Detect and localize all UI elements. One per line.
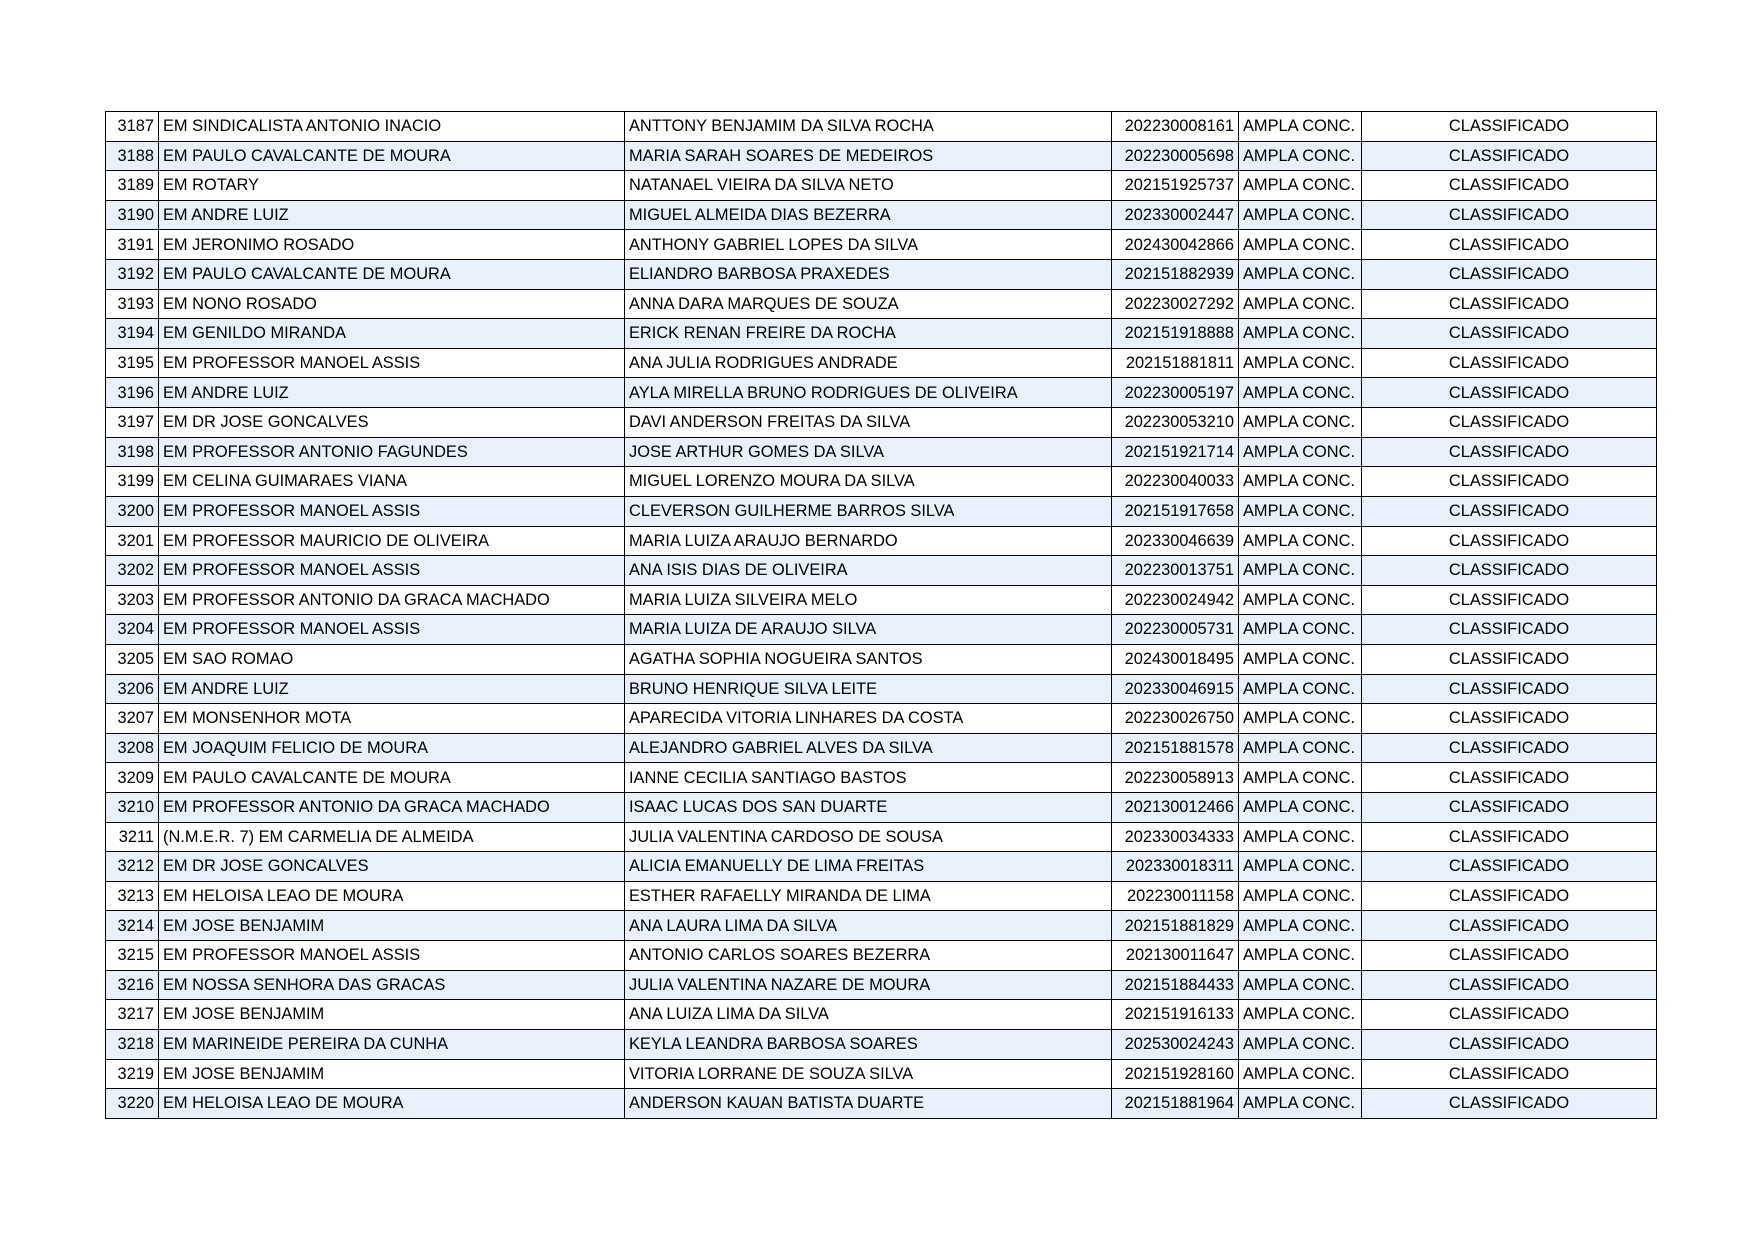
school-name-cell: EM PROFESSOR MANOEL ASSIS: [159, 496, 625, 526]
student-name-cell: KEYLA LEANDRA BARBOSA SOARES: [625, 1029, 1112, 1059]
school-name-cell: EM GENILDO MIRANDA: [159, 319, 625, 349]
school-name-cell: EM PAULO CAVALCANTE DE MOURA: [159, 763, 625, 793]
school-name-cell: EM PROFESSOR MAURICIO DE OLIVEIRA: [159, 526, 625, 556]
school-name-cell: EM MARINEIDE PEREIRA DA CUNHA: [159, 1029, 625, 1059]
status-cell: CLASSIFICADO: [1362, 674, 1657, 704]
registration-code-cell: 202530024243: [1112, 1029, 1239, 1059]
category-cell: AMPLA CONC.: [1239, 941, 1362, 971]
school-name-cell: EM JOSE BENJAMIM: [159, 1059, 625, 1089]
row-number-cell: 3196: [106, 378, 159, 408]
category-cell: AMPLA CONC.: [1239, 644, 1362, 674]
student-name-cell: AYLA MIRELLA BRUNO RODRIGUES DE OLIVEIRA: [625, 378, 1112, 408]
table-row: [106, 1000, 1657, 1030]
status-cell: CLASSIFICADO: [1362, 496, 1657, 526]
table-row: [106, 615, 1657, 645]
status-cell: CLASSIFICADO: [1362, 1089, 1657, 1119]
student-name-cell: AGATHA SOPHIA NOGUEIRA SANTOS: [625, 644, 1112, 674]
student-name-cell: JULIA VALENTINA CARDOSO DE SOUSA: [625, 822, 1112, 852]
status-cell: CLASSIFICADO: [1362, 171, 1657, 201]
row-number-cell: 3197: [106, 408, 159, 438]
student-name-cell: CLEVERSON GUILHERME BARROS SILVA: [625, 496, 1112, 526]
table-row: [106, 319, 1657, 349]
row-number-cell: 3217: [106, 1000, 159, 1030]
status-cell: CLASSIFICADO: [1362, 763, 1657, 793]
category-cell: AMPLA CONC.: [1239, 200, 1362, 230]
school-name-cell: EM PROFESSOR ANTONIO FAGUNDES: [159, 437, 625, 467]
category-cell: AMPLA CONC.: [1239, 112, 1362, 142]
school-name-cell: EM SAO ROMAO: [159, 644, 625, 674]
row-number-cell: 3198: [106, 437, 159, 467]
student-name-cell: ANA LAURA LIMA DA SILVA: [625, 911, 1112, 941]
student-name-cell: ANTONIO CARLOS SOARES BEZERRA: [625, 941, 1112, 971]
table-row: [106, 852, 1657, 882]
row-number-cell: 3204: [106, 615, 159, 645]
row-number-cell: 3220: [106, 1089, 159, 1119]
category-cell: AMPLA CONC.: [1239, 556, 1362, 586]
registration-code-cell: 202330034333: [1112, 822, 1239, 852]
status-cell: CLASSIFICADO: [1362, 733, 1657, 763]
registration-code-cell: 202151921714: [1112, 437, 1239, 467]
row-number-cell: 3215: [106, 941, 159, 971]
school-name-cell: EM SINDICALISTA ANTONIO INACIO: [159, 112, 625, 142]
school-name-cell: EM ANDRE LUIZ: [159, 200, 625, 230]
row-number-cell: 3195: [106, 348, 159, 378]
student-name-cell: ANA JULIA RODRIGUES ANDRADE: [625, 348, 1112, 378]
category-cell: AMPLA CONC.: [1239, 674, 1362, 704]
table-row: [106, 112, 1657, 142]
category-cell: AMPLA CONC.: [1239, 526, 1362, 556]
status-cell: CLASSIFICADO: [1362, 941, 1657, 971]
table-row: [106, 200, 1657, 230]
school-name-cell: (N.M.E.R. 7) EM CARMELIA DE ALMEIDA: [159, 822, 625, 852]
school-name-cell: EM PROFESSOR ANTONIO DA GRACA MACHADO: [159, 585, 625, 615]
registration-code-cell: 202430042866: [1112, 230, 1239, 260]
table-row: [106, 289, 1657, 319]
row-number-cell: 3216: [106, 970, 159, 1000]
status-cell: CLASSIFICADO: [1362, 704, 1657, 734]
results-table-body: [106, 112, 1657, 1119]
category-cell: AMPLA CONC.: [1239, 615, 1362, 645]
student-name-cell: MARIA LUIZA DE ARAUJO SILVA: [625, 615, 1112, 645]
student-name-cell: MARIA LUIZA ARAUJO BERNARDO: [625, 526, 1112, 556]
row-number-cell: 3202: [106, 556, 159, 586]
row-number-cell: 3212: [106, 852, 159, 882]
table-row: [106, 556, 1657, 586]
category-cell: AMPLA CONC.: [1239, 881, 1362, 911]
registration-code-cell: 202151881829: [1112, 911, 1239, 941]
category-cell: AMPLA CONC.: [1239, 852, 1362, 882]
row-number-cell: 3218: [106, 1029, 159, 1059]
row-number-cell: 3193: [106, 289, 159, 319]
category-cell: AMPLA CONC.: [1239, 408, 1362, 438]
school-name-cell: EM HELOISA LEAO DE MOURA: [159, 1089, 625, 1119]
table-row: [106, 941, 1657, 971]
registration-code-cell: 202230040033: [1112, 467, 1239, 497]
status-cell: CLASSIFICADO: [1362, 260, 1657, 290]
status-cell: CLASSIFICADO: [1362, 437, 1657, 467]
row-number-cell: 3203: [106, 585, 159, 615]
registration-code-cell: 202430018495: [1112, 644, 1239, 674]
status-cell: CLASSIFICADO: [1362, 644, 1657, 674]
registration-code-cell: 202230011158: [1112, 881, 1239, 911]
category-cell: AMPLA CONC.: [1239, 763, 1362, 793]
registration-code-cell: 202230024942: [1112, 585, 1239, 615]
school-name-cell: EM JERONIMO ROSADO: [159, 230, 625, 260]
row-number-cell: 3210: [106, 793, 159, 823]
school-name-cell: EM CELINA GUIMARAES VIANA: [159, 467, 625, 497]
registration-code-cell: 202151928160: [1112, 1059, 1239, 1089]
school-name-cell: EM DR JOSE GONCALVES: [159, 408, 625, 438]
status-cell: CLASSIFICADO: [1362, 378, 1657, 408]
school-name-cell: EM PROFESSOR MANOEL ASSIS: [159, 615, 625, 645]
table-row: [106, 348, 1657, 378]
status-cell: CLASSIFICADO: [1362, 1000, 1657, 1030]
registration-code-cell: 202151884433: [1112, 970, 1239, 1000]
student-name-cell: ALICIA EMANUELLY DE LIMA FREITAS: [625, 852, 1112, 882]
status-cell: CLASSIFICADO: [1362, 348, 1657, 378]
table-row: [106, 260, 1657, 290]
status-cell: CLASSIFICADO: [1362, 585, 1657, 615]
student-name-cell: ANA LUIZA LIMA DA SILVA: [625, 1000, 1112, 1030]
registration-code-cell: 202330002447: [1112, 200, 1239, 230]
table-row: [106, 822, 1657, 852]
student-name-cell: ANTTONY BENJAMIM DA SILVA ROCHA: [625, 112, 1112, 142]
student-name-cell: ERICK RENAN FREIRE DA ROCHA: [625, 319, 1112, 349]
student-name-cell: MIGUEL LORENZO MOURA DA SILVA: [625, 467, 1112, 497]
school-name-cell: EM NOSSA SENHORA DAS GRACAS: [159, 970, 625, 1000]
row-number-cell: 3207: [106, 704, 159, 734]
category-cell: AMPLA CONC.: [1239, 1000, 1362, 1030]
table-row: [106, 1059, 1657, 1089]
table-row: [106, 467, 1657, 497]
status-cell: CLASSIFICADO: [1362, 526, 1657, 556]
status-cell: CLASSIFICADO: [1362, 793, 1657, 823]
registration-code-cell: 202151918888: [1112, 319, 1239, 349]
status-cell: CLASSIFICADO: [1362, 408, 1657, 438]
row-number-cell: 3199: [106, 467, 159, 497]
category-cell: AMPLA CONC.: [1239, 704, 1362, 734]
category-cell: AMPLA CONC.: [1239, 911, 1362, 941]
registration-code-cell: 202130011647: [1112, 941, 1239, 971]
row-number-cell: 3189: [106, 171, 159, 201]
school-name-cell: EM HELOISA LEAO DE MOURA: [159, 881, 625, 911]
category-cell: AMPLA CONC.: [1239, 585, 1362, 615]
registration-code-cell: 202330046915: [1112, 674, 1239, 704]
status-cell: CLASSIFICADO: [1362, 1029, 1657, 1059]
student-name-cell: ANA ISIS DIAS DE OLIVEIRA: [625, 556, 1112, 586]
status-cell: CLASSIFICADO: [1362, 230, 1657, 260]
registration-code-cell: 202230013751: [1112, 556, 1239, 586]
category-cell: AMPLA CONC.: [1239, 260, 1362, 290]
row-number-cell: 3191: [106, 230, 159, 260]
status-cell: CLASSIFICADO: [1362, 615, 1657, 645]
registration-code-cell: 202230005197: [1112, 378, 1239, 408]
school-name-cell: EM PROFESSOR MANOEL ASSIS: [159, 556, 625, 586]
registration-code-cell: 202230027292: [1112, 289, 1239, 319]
category-cell: AMPLA CONC.: [1239, 1059, 1362, 1089]
table-row: [106, 704, 1657, 734]
category-cell: AMPLA CONC.: [1239, 822, 1362, 852]
category-cell: AMPLA CONC.: [1239, 348, 1362, 378]
school-name-cell: EM PROFESSOR ANTONIO DA GRACA MACHADO: [159, 793, 625, 823]
row-number-cell: 3219: [106, 1059, 159, 1089]
category-cell: AMPLA CONC.: [1239, 437, 1362, 467]
row-number-cell: 3200: [106, 496, 159, 526]
school-name-cell: EM DR JOSE GONCALVES: [159, 852, 625, 882]
table-row: [106, 171, 1657, 201]
school-name-cell: EM MONSENHOR MOTA: [159, 704, 625, 734]
status-cell: CLASSIFICADO: [1362, 319, 1657, 349]
status-cell: CLASSIFICADO: [1362, 852, 1657, 882]
registration-code-cell: 202151881964: [1112, 1089, 1239, 1119]
row-number-cell: 3188: [106, 141, 159, 171]
row-number-cell: 3187: [106, 112, 159, 142]
student-name-cell: NATANAEL VIEIRA DA SILVA NETO: [625, 171, 1112, 201]
student-name-cell: APARECIDA VITORIA LINHARES DA COSTA: [625, 704, 1112, 734]
registration-code-cell: 202330046639: [1112, 526, 1239, 556]
registration-code-cell: 202330018311: [1112, 852, 1239, 882]
table-row: [106, 644, 1657, 674]
student-name-cell: VITORIA LORRANE DE SOUZA SILVA: [625, 1059, 1112, 1089]
registration-code-cell: 202230005731: [1112, 615, 1239, 645]
school-name-cell: EM PAULO CAVALCANTE DE MOURA: [159, 260, 625, 290]
category-cell: AMPLA CONC.: [1239, 171, 1362, 201]
status-cell: CLASSIFICADO: [1362, 970, 1657, 1000]
row-number-cell: 3192: [106, 260, 159, 290]
table-row: [106, 733, 1657, 763]
school-name-cell: EM PAULO CAVALCANTE DE MOURA: [159, 141, 625, 171]
student-name-cell: BRUNO HENRIQUE SILVA LEITE: [625, 674, 1112, 704]
category-cell: AMPLA CONC.: [1239, 289, 1362, 319]
category-cell: AMPLA CONC.: [1239, 970, 1362, 1000]
student-name-cell: MARIA SARAH SOARES DE MEDEIROS: [625, 141, 1112, 171]
row-number-cell: 3190: [106, 200, 159, 230]
category-cell: AMPLA CONC.: [1239, 141, 1362, 171]
registration-code-cell: 202151917658: [1112, 496, 1239, 526]
student-name-cell: ALEJANDRO GABRIEL ALVES DA SILVA: [625, 733, 1112, 763]
table-row: [106, 585, 1657, 615]
student-name-cell: JOSE ARTHUR GOMES DA SILVA: [625, 437, 1112, 467]
school-name-cell: EM NONO ROSADO: [159, 289, 625, 319]
category-cell: AMPLA CONC.: [1239, 467, 1362, 497]
table-row: [106, 496, 1657, 526]
row-number-cell: 3209: [106, 763, 159, 793]
registration-code-cell: 202230005698: [1112, 141, 1239, 171]
row-number-cell: 3214: [106, 911, 159, 941]
registration-code-cell: 202230053210: [1112, 408, 1239, 438]
table-row: [106, 793, 1657, 823]
table-row: [106, 1029, 1657, 1059]
table-row: [106, 230, 1657, 260]
status-cell: CLASSIFICADO: [1362, 200, 1657, 230]
row-number-cell: 3213: [106, 881, 159, 911]
table-row: [106, 674, 1657, 704]
status-cell: CLASSIFICADO: [1362, 822, 1657, 852]
student-name-cell: ELIANDRO BARBOSA PRAXEDES: [625, 260, 1112, 290]
category-cell: AMPLA CONC.: [1239, 733, 1362, 763]
row-number-cell: 3206: [106, 674, 159, 704]
registration-code-cell: 202151882939: [1112, 260, 1239, 290]
school-name-cell: EM PROFESSOR MANOEL ASSIS: [159, 941, 625, 971]
table-row: [106, 526, 1657, 556]
school-name-cell: EM PROFESSOR MANOEL ASSIS: [159, 348, 625, 378]
table-row: [106, 911, 1657, 941]
status-cell: CLASSIFICADO: [1362, 911, 1657, 941]
registration-code-cell: 202230026750: [1112, 704, 1239, 734]
table-row: [106, 141, 1657, 171]
row-number-cell: 3194: [106, 319, 159, 349]
registration-code-cell: 202151881811: [1112, 348, 1239, 378]
category-cell: AMPLA CONC.: [1239, 793, 1362, 823]
student-name-cell: IANNE CECILIA SANTIAGO BASTOS: [625, 763, 1112, 793]
table-row: [106, 970, 1657, 1000]
student-name-cell: ISAAC LUCAS DOS SAN DUARTE: [625, 793, 1112, 823]
school-name-cell: EM ANDRE LUIZ: [159, 674, 625, 704]
status-cell: CLASSIFICADO: [1362, 1059, 1657, 1089]
school-name-cell: EM JOSE BENJAMIM: [159, 1000, 625, 1030]
status-cell: CLASSIFICADO: [1362, 112, 1657, 142]
category-cell: AMPLA CONC.: [1239, 319, 1362, 349]
category-cell: AMPLA CONC.: [1239, 1029, 1362, 1059]
student-name-cell: JULIA VALENTINA NAZARE DE MOURA: [625, 970, 1112, 1000]
table-row: [106, 408, 1657, 438]
row-number-cell: 3205: [106, 644, 159, 674]
registration-code-cell: 202151881578: [1112, 733, 1239, 763]
table-row: [106, 1089, 1657, 1119]
registration-code-cell: 202130012466: [1112, 793, 1239, 823]
student-name-cell: MIGUEL ALMEIDA DIAS BEZERRA: [625, 200, 1112, 230]
table-row: [106, 881, 1657, 911]
student-name-cell: ANTHONY GABRIEL LOPES DA SILVA: [625, 230, 1112, 260]
registration-code-cell: 202151925737: [1112, 171, 1239, 201]
status-cell: CLASSIFICADO: [1362, 556, 1657, 586]
registration-code-cell: 202151916133: [1112, 1000, 1239, 1030]
school-name-cell: EM JOAQUIM FELICIO DE MOURA: [159, 733, 625, 763]
row-number-cell: 3211: [106, 822, 159, 852]
table-row: [106, 763, 1657, 793]
student-name-cell: ESTHER RAFAELLY MIRANDA DE LIMA: [625, 881, 1112, 911]
status-cell: CLASSIFICADO: [1362, 881, 1657, 911]
category-cell: AMPLA CONC.: [1239, 496, 1362, 526]
registration-code-cell: 202230058913: [1112, 763, 1239, 793]
category-cell: AMPLA CONC.: [1239, 230, 1362, 260]
status-cell: CLASSIFICADO: [1362, 467, 1657, 497]
student-name-cell: ANNA DARA MARQUES DE SOUZA: [625, 289, 1112, 319]
status-cell: CLASSIFICADO: [1362, 289, 1657, 319]
student-name-cell: ANDERSON KAUAN BATISTA DUARTE: [625, 1089, 1112, 1119]
row-number-cell: 3208: [106, 733, 159, 763]
table-row: [106, 437, 1657, 467]
student-name-cell: MARIA LUIZA SILVEIRA MELO: [625, 585, 1112, 615]
registration-code-cell: 202230008161: [1112, 112, 1239, 142]
status-cell: CLASSIFICADO: [1362, 141, 1657, 171]
school-name-cell: EM JOSE BENJAMIM: [159, 911, 625, 941]
results-table: [105, 111, 1657, 1119]
category-cell: AMPLA CONC.: [1239, 1089, 1362, 1119]
school-name-cell: EM ANDRE LUIZ: [159, 378, 625, 408]
category-cell: AMPLA CONC.: [1239, 378, 1362, 408]
student-name-cell: DAVI ANDERSON FREITAS DA SILVA: [625, 408, 1112, 438]
row-number-cell: 3201: [106, 526, 159, 556]
table-row: [106, 378, 1657, 408]
school-name-cell: EM ROTARY: [159, 171, 625, 201]
